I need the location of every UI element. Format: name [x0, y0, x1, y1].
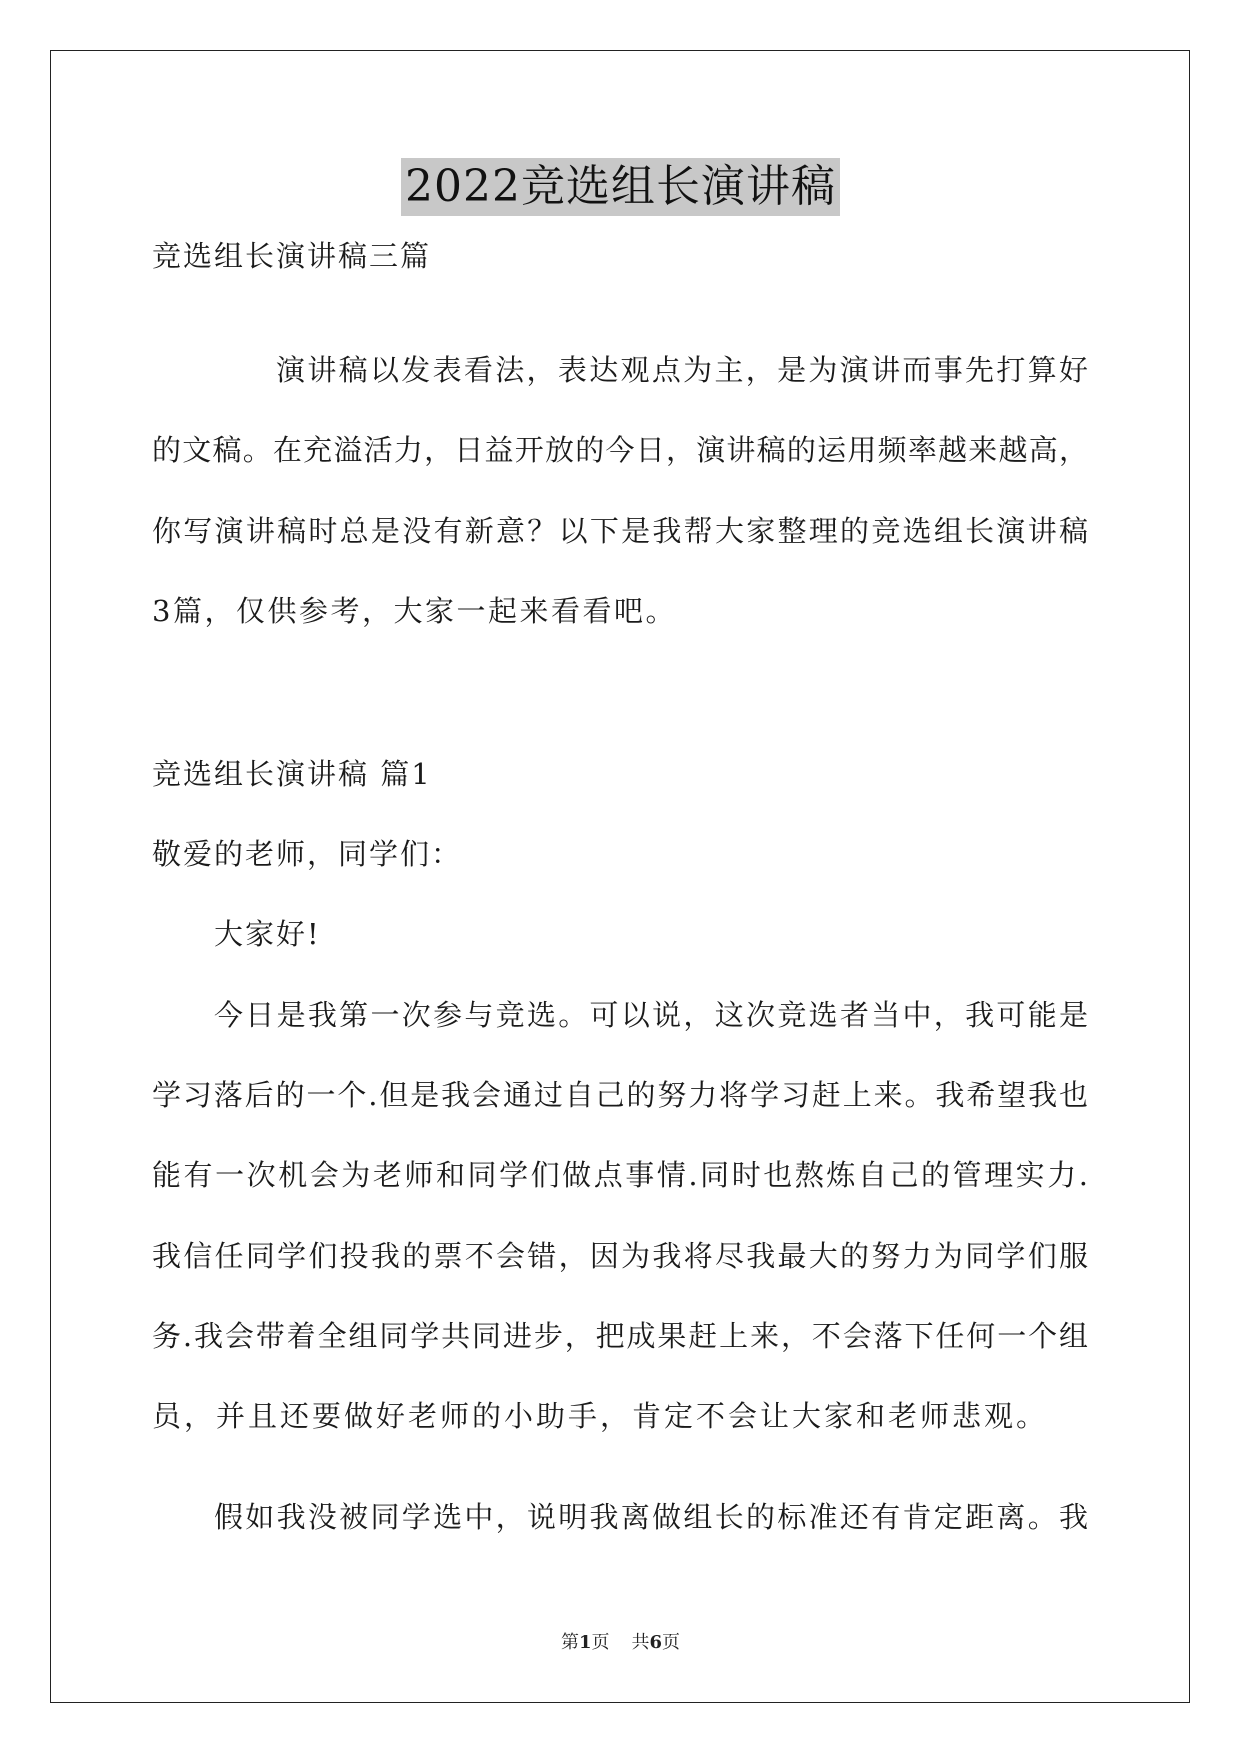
greeting: 大家好! [214, 917, 321, 951]
intro-line-3: 你写演讲稿时总是没有新意？以下是我帮大家整理的竞选组长演讲稿 [152, 514, 1088, 548]
body-line-1: 今日是我第一次参与竞选。可以说，这次竞选者当中，我可能是 [214, 998, 1088, 1032]
section-heading: 竞选组长演讲稿 篇1 [152, 757, 432, 791]
document-subtitle: 竞选组长演讲稿三篇 [152, 239, 432, 273]
page-border [50, 50, 1190, 1703]
page-footer [0, 1628, 1241, 1654]
body-line-5: 务.我会带着全组同学共同进步，把成果赶上来，不会落下任何一个组 [152, 1319, 1088, 1353]
footer-prefix: 第 [560, 1632, 579, 1653]
body-line-3: 能有一次机会为老师和同学们做点事情.同时也熬炼自己的管理实力. [152, 1158, 1088, 1192]
footer-page-number: 1 [578, 1632, 592, 1653]
document-title: 2022竞选组长演讲稿 [401, 158, 840, 216]
body-line-2: 学习落后的一个.但是我会通过自己的努力将学习赶上来。我希望我也 [152, 1078, 1088, 1112]
title-container [0, 158, 1241, 216]
footer-page-suffix: 页 [591, 1632, 610, 1653]
body-line-4: 我信任同学们投我的票不会错，因为我将尽我最大的努力为同学们服 [152, 1239, 1088, 1273]
salutation: 敬爱的老师，同学们： [152, 837, 463, 871]
intro-line-2: 的文稿。在充溢活力，日益开放的今日，演讲稿的运用频率越来越高， [152, 433, 1088, 467]
footer-total-prefix: 共 [631, 1632, 650, 1653]
intro-line-4: 3篇，仅供参考，大家一起来看看吧。 [152, 594, 677, 628]
footer-total-suffix: 页 [662, 1632, 681, 1653]
body-line-6: 员，并且还要做好老师的小助手，肯定不会让大家和老师悲观。 [152, 1399, 1049, 1433]
intro-line-1: 演讲稿以发表看法，表达观点为主，是为演讲而事先打算好 [276, 353, 1088, 387]
body-line-7: 假如我没被同学选中，说明我离做组长的标准还有肯定距离。我 [214, 1500, 1088, 1534]
footer-total-pages: 6 [649, 1632, 663, 1653]
